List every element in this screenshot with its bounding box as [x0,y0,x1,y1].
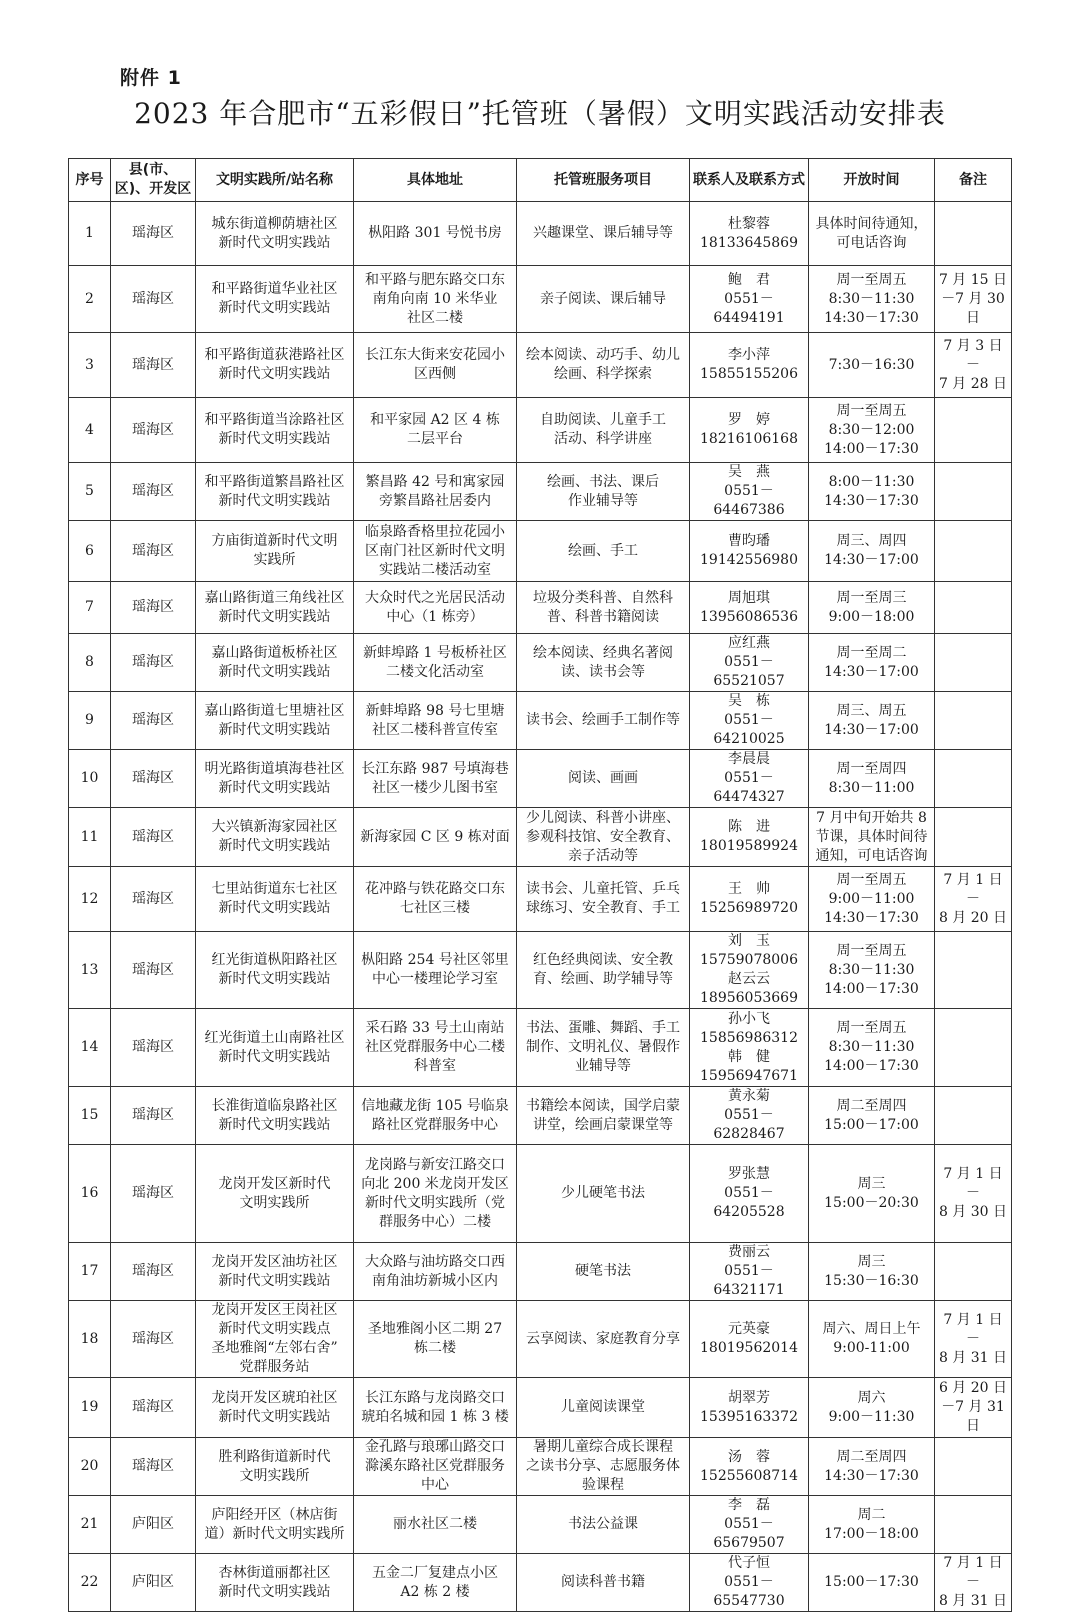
cell-hours: 周二 17:00－18:00 [809,1496,935,1554]
cell-no: 5 [69,463,111,521]
cell-hours: 周六 9:00－11:30 [809,1378,935,1438]
cell-contact: 王 帅 15256989720 [690,867,809,932]
table-row [69,463,1012,521]
cell-note [935,808,1012,867]
cell-name: 长淮街道临泉路社区 新时代文明实践站 [196,1087,354,1145]
cell-contact: 李晨晨 0551－64474327 [690,750,809,808]
cell-name: 和平路街道荻港路社区 新时代文明实践站 [196,333,354,398]
cell-hours: 周一至周五 9:00－11:00 14:30－17:30 [809,867,935,932]
cell-contact: 汤 蓉 15255608714 [690,1438,809,1496]
cell-contact: 罗张慧 0551－64205528 [690,1145,809,1243]
cell-hours: 周三、周五 14:30－17:00 [809,692,935,750]
table-row [69,634,1012,692]
cell-note [935,692,1012,750]
cell-district: 瑶海区 [111,202,196,266]
cell-address: 丽水社区二楼 [354,1496,517,1554]
cell-address: 枞阳路 301 号悦书房 [354,202,517,266]
cell-note [935,1087,1012,1145]
table-row [69,582,1012,634]
cell-no: 19 [69,1378,111,1438]
cell-address: 和平家园 A2 区 4 栋 二层平台 [354,398,517,463]
cell-hours: 具体时间待通知， 可电话咨询 [809,202,935,266]
cell-name: 嘉山路街道三角线社区 新时代文明实践站 [196,582,354,634]
cell-address: 枞阳路 254 号社区邻里 中心一楼理论学习室 [354,932,517,1009]
header-contact: 联系人及联系方式 [690,159,809,202]
cell-contact: 陈 进 18019589924 [690,808,809,867]
cell-note [935,202,1012,266]
cell-note [935,932,1012,1009]
cell-name: 杏林街道丽都社区 新时代文明实践站 [196,1554,354,1612]
cell-no: 13 [69,932,111,1009]
cell-service: 书籍绘本阅读，国学启蒙 讲堂，绘画启蒙课堂等 [517,1087,690,1145]
cell-note [935,398,1012,463]
document-title: 2023 年合肥市“五彩假日”托管班（暑假）文明实践活动安排表 [134,97,946,130]
cell-district: 瑶海区 [111,463,196,521]
cell-district: 瑶海区 [111,266,196,333]
cell-address: 龙岗路与新安江路交口 向北 200 米龙岗开发区 新时代文明实践所（党 群服务中心）二楼 [354,1145,517,1243]
cell-contact: 罗 婷 18216106168 [690,398,809,463]
cell-service: 阅读、画画 [517,750,690,808]
cell-district: 瑶海区 [111,1145,196,1243]
cell-service: 少儿阅读、科普小讲座、 参观科技馆、安全教育、 亲子活动等 [517,808,690,867]
cell-address: 采石路 33 号土山南站 社区党群服务中心二楼 科普室 [354,1009,517,1087]
cell-address: 新蚌埠路 1 号板桥社区 二楼文化活动室 [354,634,517,692]
cell-address: 新蚌埠路 98 号七里塘 社区二楼科普宣传室 [354,692,517,750]
cell-note: 7 月 1 日－ 8 月 31 日 [935,1301,1012,1378]
cell-name: 和平路街道繁昌路社区 新时代文明实践站 [196,463,354,521]
table-row [69,808,1012,867]
cell-hours: 周三、周四 14:30－17:00 [809,521,935,582]
cell-address: 临泉路香格里拉花园小 区南门社区新时代文明 实践站二楼活动室 [354,521,517,582]
cell-no: 9 [69,692,111,750]
table-row [69,1087,1012,1145]
cell-district: 瑶海区 [111,634,196,692]
table-row [69,333,1012,398]
cell-no: 2 [69,266,111,333]
cell-name: 红光街道土山南路社区 新时代文明实践站 [196,1009,354,1087]
cell-district: 瑶海区 [111,750,196,808]
cell-note [935,750,1012,808]
cell-hours: 周三 15:30－16:30 [809,1243,935,1301]
cell-no: 18 [69,1301,111,1378]
cell-hours: 周一至周二 14:30－17:00 [809,634,935,692]
cell-note [935,582,1012,634]
cell-district: 瑶海区 [111,521,196,582]
cell-no: 21 [69,1496,111,1554]
cell-hours: 周一至周五 8:30－12:00 14:00－17:30 [809,398,935,463]
cell-no: 20 [69,1438,111,1496]
cell-contact: 黄永菊 0551－62828467 [690,1087,809,1145]
table-row [69,692,1012,750]
cell-hours: 周一至周五 8:30－11:30 14:30－17:30 [809,266,935,333]
cell-hours: 7:30－16:30 [809,333,935,398]
cell-address: 长江东路 987 号填海巷 社区一楼少儿图书室 [354,750,517,808]
cell-name: 龙岗开发区新时代 文明实践所 [196,1145,354,1243]
cell-contact: 曹昀璠 19142556980 [690,521,809,582]
table-row [69,750,1012,808]
cell-service: 少儿硬笔书法 [517,1145,690,1243]
table-row [69,1378,1012,1438]
cell-note: 7 月 1 日－ 8 月 31 日 [935,1554,1012,1612]
cell-service: 书法、蛋雕、舞蹈、手工 制作、文明礼仪、暑假作 业辅导等 [517,1009,690,1087]
cell-contact: 吴 燕 0551－64467386 [690,463,809,521]
table-row [69,521,1012,582]
cell-contact: 周旭琪 13956086536 [690,582,809,634]
cell-address: 新海家园 C 区 9 栋对面 [354,808,517,867]
table-row [69,1145,1012,1243]
cell-no: 3 [69,333,111,398]
cell-address: 圣地雅阁小区二期 27 栋二楼 [354,1301,517,1378]
cell-service: 垃圾分类科普、自然科 普、科普书籍阅读 [517,582,690,634]
cell-district: 瑶海区 [111,398,196,463]
table-row [69,1554,1012,1612]
cell-address: 信地藏龙街 105 号临泉 路社区党群服务中心 [354,1087,517,1145]
cell-service: 云享阅读、家庭教育分享 [517,1301,690,1378]
cell-contact: 元英豪 18019562014 [690,1301,809,1378]
cell-name: 和平路街道当涂路社区 新时代文明实践站 [196,398,354,463]
attachment-label: 附件 1 [120,67,182,89]
cell-service: 硬笔书法 [517,1243,690,1301]
cell-contact: 杜黎蓉 18133645869 [690,202,809,266]
header-service: 托管班服务项目 [517,159,690,202]
cell-district: 瑶海区 [111,1378,196,1438]
cell-contact: 胡翠芳 15395163372 [690,1378,809,1438]
cell-hours: 7 月中旬开始共 8 节课，具体时间待 通知，可电话咨询 [809,808,935,867]
header-district: 县(市、区)、开发区 [111,159,196,202]
cell-address: 繁昌路 42 号和寓家园 旁繁昌路社居委内 [354,463,517,521]
cell-name: 龙岗开发区王岗社区 新时代文明实践点 圣地雅阁“左邻右舍” 党群服务站 [196,1301,354,1378]
cell-contact: 代子恒 0551－65547730 [690,1554,809,1612]
cell-name: 大兴镇新海家园社区 新时代文明实践站 [196,808,354,867]
cell-no: 6 [69,521,111,582]
cell-name: 城东街道柳荫塘社区 新时代文明实践站 [196,202,354,266]
cell-address: 金孔路与琅琊山路交口 滁溪东路社区党群服务 中心 [354,1438,517,1496]
table-row [69,266,1012,333]
cell-note: 7 月 3 日－ 7 月 28 日 [935,333,1012,398]
cell-service: 绘本阅读、动巧手、幼儿 绘画、科学探索 [517,333,690,398]
cell-name: 嘉山路街道板桥社区 新时代文明实践站 [196,634,354,692]
cell-contact: 李小萍 15855155206 [690,333,809,398]
cell-district: 瑶海区 [111,1009,196,1087]
cell-hours: 周六、周日上午 9:00-11:00 [809,1301,935,1378]
cell-service: 红色经典阅读、安全教 育、绘画、助学辅导等 [517,932,690,1009]
cell-hours: 周三 15:00－20:30 [809,1145,935,1243]
table-body [69,202,1012,1612]
table-row [69,1009,1012,1087]
cell-note [935,521,1012,582]
header-row [69,159,1012,202]
schedule-table [68,158,1012,1612]
cell-district: 瑶海区 [111,808,196,867]
cell-district: 瑶海区 [111,692,196,750]
cell-contact: 刘 玉 15759078006 赵云云 18956053669 [690,932,809,1009]
cell-hours: 周一至周三 9:00－18:00 [809,582,935,634]
cell-contact: 孙小飞 15856986312 韩 健 15956947671 [690,1009,809,1087]
cell-address: 五金二厂复建点小区 A2 栋 2 楼 [354,1554,517,1612]
cell-address: 大众时代之光居民活动 中心（1 栋旁） [354,582,517,634]
cell-service: 亲子阅读、课后辅导 [517,266,690,333]
table-row [69,932,1012,1009]
cell-no: 1 [69,202,111,266]
table-row [69,398,1012,463]
cell-hours: 周二至周四 15:00－17:00 [809,1087,935,1145]
cell-hours: 周一至周五 8:30－11:30 14:00－17:30 [809,932,935,1009]
header-no: 序号 [69,159,111,202]
cell-no: 17 [69,1243,111,1301]
cell-name: 庐阳经开区（林店街 道）新时代文明实践所 [196,1496,354,1554]
cell-service: 读书会、儿童托管、乒乓 球练习、安全教育、手工 [517,867,690,932]
cell-note [935,1243,1012,1301]
cell-note [935,463,1012,521]
cell-no: 4 [69,398,111,463]
cell-contact: 李 磊 0551－65679507 [690,1496,809,1554]
cell-note [935,1496,1012,1554]
cell-hours: 15:00－17:30 [809,1554,935,1612]
cell-district: 庐阳区 [111,1496,196,1554]
cell-service: 阅读科普书籍 [517,1554,690,1612]
cell-service: 书法公益课 [517,1496,690,1554]
cell-district: 瑶海区 [111,1243,196,1301]
cell-address: 和平路与肥东路交口东 南角向南 10 米华业 社区二楼 [354,266,517,333]
cell-name: 胜利路街道新时代 文明实践所 [196,1438,354,1496]
cell-name: 明光路街道填海巷社区 新时代文明实践站 [196,750,354,808]
cell-district: 瑶海区 [111,333,196,398]
cell-note: 7 月 15 日 －7 月 30 日 [935,266,1012,333]
cell-note [935,1009,1012,1087]
cell-district: 瑶海区 [111,1438,196,1496]
cell-no: 10 [69,750,111,808]
cell-contact: 应红燕 0551－65521057 [690,634,809,692]
cell-name: 红光街道枞阳路社区 新时代文明实践站 [196,932,354,1009]
cell-address: 大众路与油坊路交口西 南角油坊新城小区内 [354,1243,517,1301]
table-row [69,1496,1012,1554]
cell-district: 瑶海区 [111,582,196,634]
cell-service: 暑期儿童综合成长课程 之读书分享、志愿服务体 验课程 [517,1438,690,1496]
cell-district: 瑶海区 [111,1301,196,1378]
cell-contact: 费丽云 0551－64321171 [690,1243,809,1301]
table-row [69,1301,1012,1378]
table-row [69,1438,1012,1496]
cell-no: 14 [69,1009,111,1087]
header-note: 备注 [935,159,1012,202]
cell-service: 儿童阅读课堂 [517,1378,690,1438]
table-row [69,202,1012,266]
cell-name: 七里站街道东七社区 新时代文明实践站 [196,867,354,932]
cell-hours: 8:00－11:30 14:30－17:30 [809,463,935,521]
cell-address: 长江东大街来安花园小 区西侧 [354,333,517,398]
cell-no: 15 [69,1087,111,1145]
cell-no: 22 [69,1554,111,1612]
cell-note: 6 月 20 日 －7 月 31 日 [935,1378,1012,1438]
cell-no: 7 [69,582,111,634]
cell-name: 龙岗开发区油坊社区 新时代文明实践站 [196,1243,354,1301]
table-row [69,867,1012,932]
cell-note: 7 月 1 日－ 8 月 30 日 [935,1145,1012,1243]
header-address: 具体地址 [354,159,517,202]
cell-name: 方庙街道新时代文明 实践所 [196,521,354,582]
cell-name: 和平路街道华业社区 新时代文明实践站 [196,266,354,333]
cell-hours: 周二至周四 14:30－17:30 [809,1438,935,1496]
cell-address: 长江东路与龙岗路交口 琥珀名城和园 1 栋 3 楼 [354,1378,517,1438]
cell-no: 16 [69,1145,111,1243]
cell-service: 绘画、书法、课后 作业辅导等 [517,463,690,521]
cell-no: 12 [69,867,111,932]
cell-hours: 周一至周四 8:30－11:00 [809,750,935,808]
cell-no: 11 [69,808,111,867]
cell-contact: 鲍 君 0551－64494191 [690,266,809,333]
cell-service: 自助阅读、儿童手工 活动、科学讲座 [517,398,690,463]
cell-district: 瑶海区 [111,867,196,932]
cell-name: 嘉山路街道七里塘社区 新时代文明实践站 [196,692,354,750]
cell-name: 龙岗开发区琥珀社区 新时代文明实践站 [196,1378,354,1438]
cell-contact: 吴 栋 0551－64210025 [690,692,809,750]
cell-hours: 周一至周五 8:30－11:30 14:00－17:30 [809,1009,935,1087]
table-row [69,1243,1012,1301]
header-name: 文明实践所/站名称 [196,159,354,202]
cell-district: 瑶海区 [111,1087,196,1145]
cell-service: 读书会、绘画手工制作等 [517,692,690,750]
cell-note [935,634,1012,692]
cell-district: 瑶海区 [111,932,196,1009]
header-hours: 开放时间 [809,159,935,202]
cell-district: 庐阳区 [111,1554,196,1612]
cell-service: 绘本阅读、经典名著阅 读、读书会等 [517,634,690,692]
cell-service: 绘画、手工 [517,521,690,582]
cell-note [935,1438,1012,1496]
cell-no: 8 [69,634,111,692]
cell-address: 花冲路与铁花路交口东 七社区三楼 [354,867,517,932]
cell-service: 兴趣课堂、课后辅导等 [517,202,690,266]
cell-note: 7 月 1 日－ 8 月 20 日 [935,867,1012,932]
